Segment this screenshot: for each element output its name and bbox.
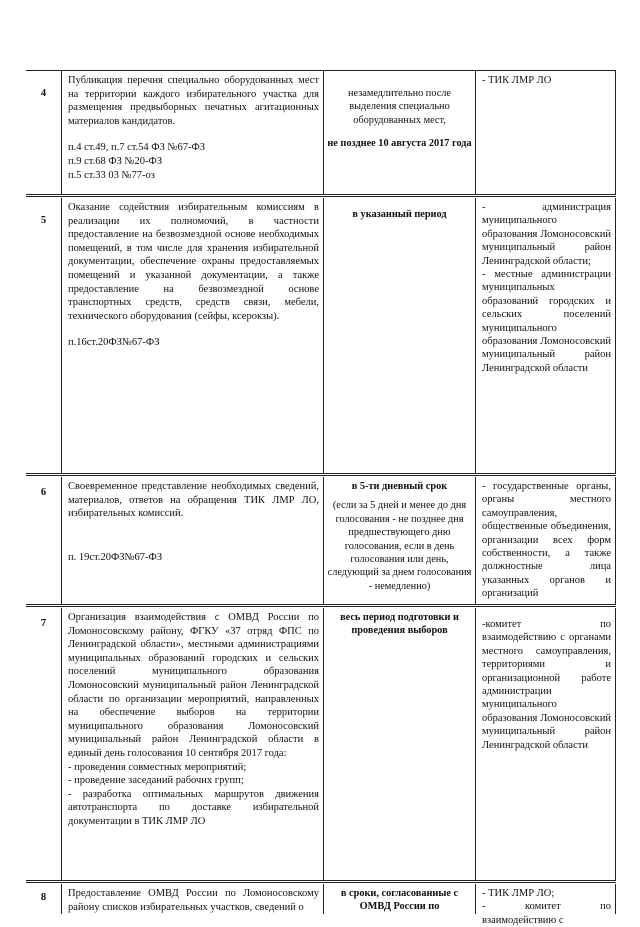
row-description (61, 71, 323, 194)
bullet-item: - проведения совместных мероприятий; (68, 761, 247, 773)
row-term (323, 608, 475, 880)
row-divider (26, 880, 616, 883)
responsible-text: -комитет по взаимодействию с органами местного самоуправления, территориями и организационной работе администрации муниципального образования Ломоносовский муниципальный район Ленинградской области (482, 619, 611, 751)
description-text: Оказание содействия избирательным комиссиям в реализации их полномочий, в частности предоставление на безвозмездной основе необходимых помещений, в том числе для хранения избирательной документации, обеспечение охраны предоставляемых помещений и указанной документации, а также предоставление на безвозмездной основе транспортных средств, средств связи, мебели, технического оборудования (сейфы, ксерокзы). (68, 202, 319, 322)
row-responsible (475, 198, 616, 473)
responsible-text: - ТИК ЛМР ЛО (482, 75, 552, 86)
law-reference: п.5 ст.33 03 №77-оз (68, 169, 155, 181)
row-responsible (475, 71, 616, 194)
term-text: (если за 5 дней и менее до дня голосования - не позднее дня предшествующего дню голосования, если в день голосования или день, следующий за днем голосования - немедленно) (327, 500, 472, 592)
table-row (26, 477, 616, 604)
term-deadline: не позднее 10 августа 2017 года (327, 138, 472, 150)
row-responsible (475, 884, 616, 926)
bullet-item: - разработка оптимальных маршрутов движения автотранспорта по доставке избирательной документации в ТИК ЛМР ЛО (68, 788, 319, 827)
description-text: Организация взаимодействия с ОМВД России по Ломоносовскому району, ФГКУ «37 отряд ФПС по Ленинградской области», местными администрациями муниципальных образований городских и сельских поселений муниципального образования Ломоносовский муниципальный район Ленинградской области по организации мероприятий, направленных на обеспечение выборов на территории муниципального образования Ломоносовский муниципальный район Ленинградской области в единый день голосования 10 сентября 2017 года: (68, 612, 319, 759)
responsible-text: - местные администрации муниципальных образований городских и сельских поселений муниципального образования Ломоносовский муниципальный район Ленинградской области (482, 269, 611, 374)
row-responsible (475, 477, 616, 604)
row-description (61, 608, 323, 880)
law-reference: п.16ст.20ФЗ№67-ФЗ (68, 337, 160, 349)
description-text: Предоставление ОМВД России по Ломоносовскому району списков избирательных участков, сведений о (68, 888, 319, 913)
term-text: незамедлительно после выделения специально оборудованных мест, (347, 88, 451, 126)
term-deadline: весь период подготовки и проведения выборов (340, 612, 459, 637)
term-deadline: в 5-ти дневный срок (351, 481, 448, 492)
table-row (26, 884, 616, 926)
row-description (61, 477, 323, 604)
responsible-text: - администрация муниципального образования Ломоносовский муниципальный район Ленинградской области; (482, 202, 611, 267)
row-divider (26, 604, 616, 607)
law-reference: п.9 ст.68 ФЗ №20-ФЗ (68, 155, 163, 167)
table-row (26, 198, 616, 473)
row-divider (26, 473, 616, 476)
row-divider (26, 194, 616, 197)
row-term (323, 71, 475, 194)
bullet-item: - проведение заседаний рабочих групп; (68, 775, 244, 787)
row-number: 4 (40, 88, 47, 99)
description-text: Своевременное представление необходимых сведений, материалов, ответов на обращения ТИК ЛМР ЛО, избирательных комиссий. (68, 481, 319, 520)
term-deadline: в указанный период (352, 209, 447, 220)
responsible-text: - комитет по взаимодействию с (482, 901, 611, 926)
description-text: Публикация перечня специально оборудованных мест на территории каждого избирательного участка для размещения предвыборных печатных агитационных материалов кандидатов. (68, 75, 319, 127)
row-number: 5 (40, 215, 47, 226)
law-reference: п.4 ст.49, п.7 ст.54 ФЗ №67-ФЗ (68, 142, 206, 154)
row-number: 7 (40, 618, 47, 629)
term-deadline: в сроки, согласованные с ОМВД России по (340, 888, 459, 913)
law-reference: п. 19ст.20ФЗ№67-ФЗ (68, 551, 163, 563)
row-number: 6 (40, 487, 47, 498)
row-number: 8 (40, 892, 47, 903)
table-row (26, 608, 616, 880)
table-row (26, 71, 616, 194)
responsible-text: - ТИК ЛМР ЛО; (482, 888, 555, 899)
responsible-text: - государственные органы, органы местного самоуправления, общественные объединения, организации всех форм собственности, а также должностные лица указанных органов и организаций (482, 481, 611, 600)
row-responsible (475, 608, 616, 880)
row-term (323, 477, 475, 604)
row-description (61, 884, 323, 914)
row-description (61, 198, 323, 473)
row-term (323, 198, 475, 473)
plan-table (26, 70, 616, 926)
row-term (323, 884, 475, 914)
